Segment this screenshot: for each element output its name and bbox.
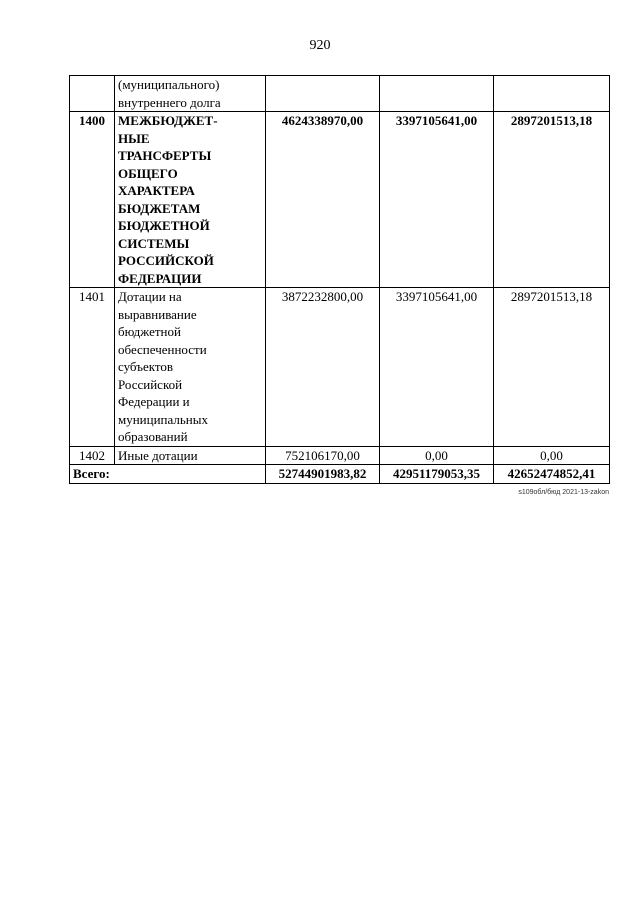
name-line: бюджетной: [118, 324, 181, 339]
total-value: 42951179053,35: [380, 465, 494, 484]
row-name: [115, 288, 266, 447]
name-line: СИСТЕМЫ: [118, 235, 190, 251]
table-row: [70, 446, 610, 465]
name-line: МЕЖБЮДЖЕТ-: [118, 113, 218, 128]
name-line: субъектов: [118, 359, 174, 374]
document-footer-code: s109обл/бюд 2021-13-zakon: [518, 489, 609, 496]
row-value: 2897201513,18: [494, 288, 610, 447]
total-label: Всего:: [70, 465, 266, 484]
row-value: [380, 76, 494, 112]
row-value: [494, 76, 610, 112]
row-value: 3397105641,00: [380, 112, 494, 288]
name-line: (муниципального): [118, 77, 220, 92]
row-code: 1402: [70, 446, 115, 465]
row-name: [115, 76, 266, 112]
name-line: БЮДЖЕТНОЙ: [118, 218, 210, 233]
name-line: муниципальных: [118, 411, 209, 427]
name-line: БЮДЖЕТАМ: [118, 200, 201, 216]
name-line: ОБЩЕГО: [118, 165, 178, 181]
total-value: 42652474852,41: [494, 465, 610, 484]
row-value: 0,00: [380, 446, 494, 465]
table-row: [70, 112, 610, 288]
row-value: 752106170,00: [266, 446, 380, 465]
name-line: образований: [118, 429, 188, 444]
total-value: 52744901983,82: [266, 465, 380, 484]
name-line: обеспеченности: [118, 341, 207, 357]
budget-table: [69, 75, 610, 484]
name-line: ТРАНСФЕРТЫ: [118, 148, 212, 163]
row-code: 1401: [70, 288, 115, 447]
name-line: ХАРАКТЕРА: [118, 183, 195, 198]
row-code: 1400: [70, 112, 115, 288]
page-number: 920: [309, 38, 331, 53]
name-line: ФЕДЕРАЦИИ: [118, 270, 202, 286]
name-line: НЫЕ: [118, 130, 150, 146]
row-name: [115, 446, 266, 465]
row-code: [70, 76, 115, 112]
row-value: 4624338970,00: [266, 112, 380, 288]
total-row: [70, 465, 610, 484]
row-value: 0,00: [494, 446, 610, 465]
row-value: [266, 76, 380, 112]
table-row: [70, 288, 610, 447]
table-row: [70, 76, 610, 112]
name-line: Дотации на: [118, 289, 182, 304]
row-value: 3397105641,00: [380, 288, 494, 447]
name-line: внутреннего долга: [118, 94, 221, 110]
name-line: РОССИЙСКОЙ: [118, 253, 214, 268]
row-value: 3872232800,00: [266, 288, 380, 447]
name-line: Федерации и: [118, 394, 190, 409]
row-value: 2897201513,18: [494, 112, 610, 288]
name-line: Иные дотации: [118, 447, 198, 463]
row-name: [115, 112, 266, 288]
name-line: Российской: [118, 376, 183, 392]
name-line: выравнивание: [118, 306, 197, 322]
